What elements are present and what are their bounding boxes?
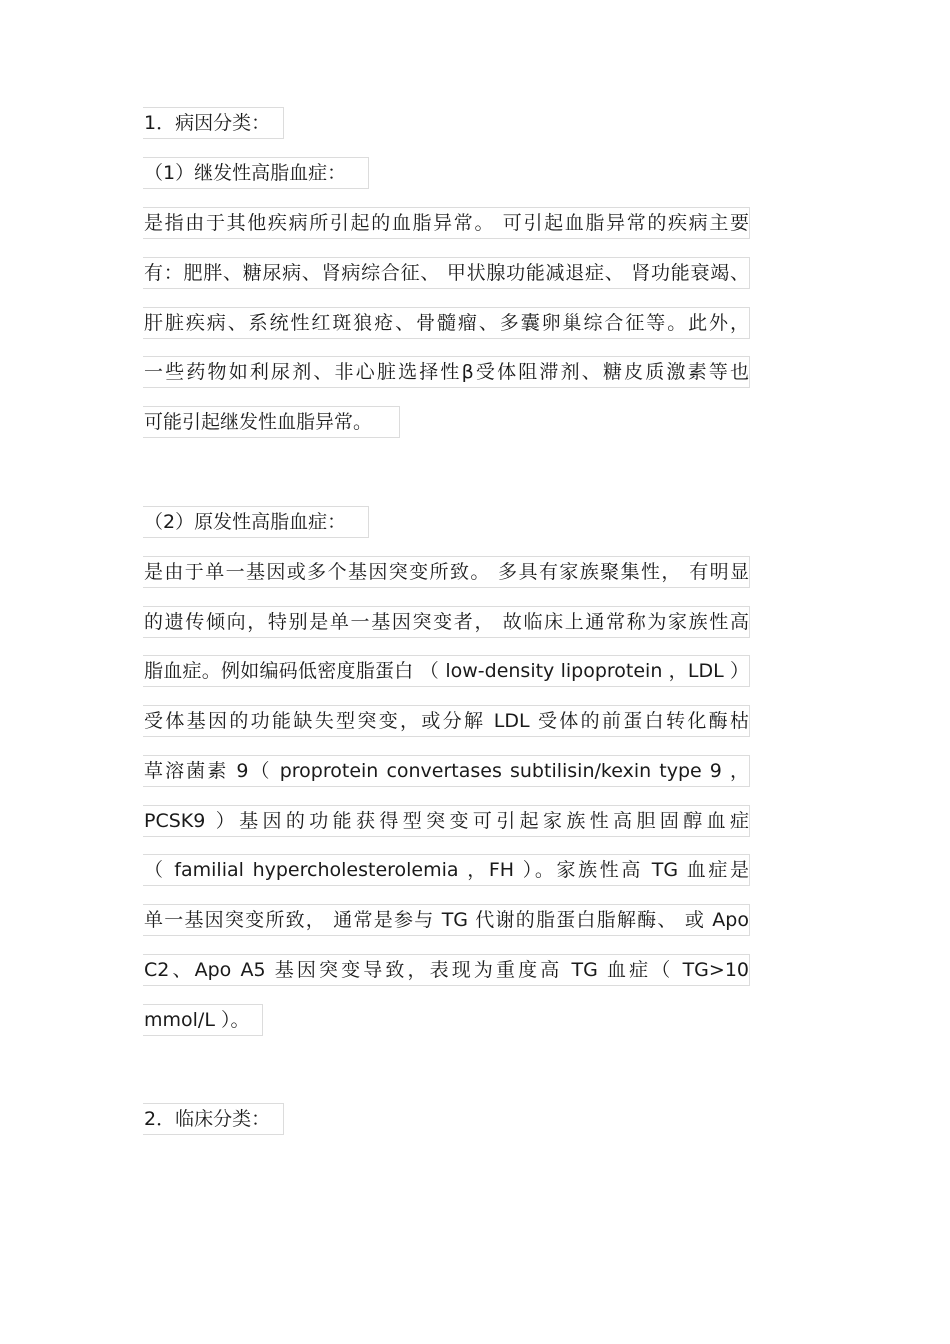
paragraph-line: 一些药物如利尿剂、非心脏选择性β受体阻滞剂、糖皮质激素等也 [143, 356, 750, 388]
paragraph-line: 可能引起继发性血脂异常。 [143, 406, 400, 438]
paragraph-line: PCSK9 ）基因的功能获得型突变可引起家族性高胆固醇血症 [143, 805, 750, 837]
paragraph-line: 草溶菌素 9（ proprotein convertases subtilisin/kexin type 9 ， [143, 755, 750, 787]
subsection-heading-primary: （2）原发性高脂血症： [143, 506, 369, 538]
paragraph-line: 的遗传倾向，特别是单一基因突变者， 故临床上通常称为家族性高 [143, 606, 750, 638]
subsection-heading-secondary: （1）继发性高脂血症： [143, 157, 369, 189]
paragraph-line: 是指由于其他疾病所引起的血脂异常。 可引起血脂异常的疾病主要 [143, 207, 750, 239]
paragraph-line: 单一基因突变所致， 通常是参与 TG 代谢的脂蛋白脂解酶、 或 Apo [143, 904, 750, 936]
paragraph-line: 肝脏疾病、系统性红斑狼疮、骨髓瘤、多囊卵巢综合征等。此外， [143, 307, 750, 339]
paragraph-line: 受体基因的功能缺失型突变，或分解 LDL 受体的前蛋白转化酶枯 [143, 705, 750, 737]
paragraph-line: 是由于单一基因或多个基因突变所致。 多具有家族聚集性， 有明显 [143, 556, 750, 588]
section-heading-clinical: 2．临床分类： [143, 1103, 284, 1135]
paragraph-line: mmol/L ）。 [143, 1004, 263, 1036]
paragraph-line: （ familial hypercholesterolemia ，FH ）。家族性高 TG 血症是 [143, 854, 750, 886]
paragraph-line: 有：肥胖、糖尿病、肾病综合征、 甲状腺功能减退症、 肾功能衰竭、 [143, 257, 750, 289]
paragraph-line: 脂血症。例如编码低密度脂蛋白 （ low-density lipoprotein ，LDL ） [143, 655, 750, 687]
paragraph-line: C2、Apo A5 基因突变导致，表现为重度高 TG 血症（ TG>10 [143, 954, 750, 986]
section-heading-etiology: 1．病因分类： [143, 107, 284, 139]
